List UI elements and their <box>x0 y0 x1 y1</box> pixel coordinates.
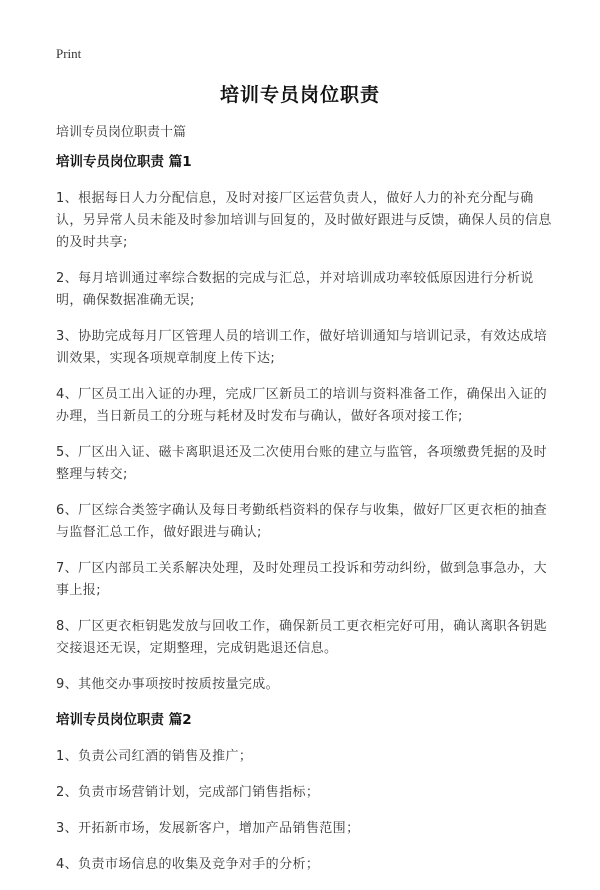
paragraph: 4、厂区员工出入证的办理，完成厂区新员工的培训与资料准备工作，确保出入证的办理，当日新员工的分班与耗材及时发布与确认，做好各项对接工作; <box>56 387 548 424</box>
paragraph: 8、厂区更衣柜钥匙发放与回收工作，确保新员工更衣柜完好可用，确认离职各钥匙交接退还无误，定期整理，完成钥匙退还信息。 <box>56 619 548 656</box>
section-heading: 培训专员岗位职责 篇1 <box>56 154 192 170</box>
paragraph: 1、根据每日人力分配信息，及时对接厂区运营负责人，做好人力的补充分配与确认，另异常人员未能及时参加培训与回复的，及时做好跟进与反馈，确保人员的信息的及时共享; <box>56 191 552 250</box>
paragraph: 4、负责市场信息的收集及竞争对手的分析； <box>56 857 320 872</box>
document-body <box>56 148 556 890</box>
paragraph: 5、厂区出入证、磁卡离职退还及二次使用台账的建立与监管，各项缴费凭据的及时整理与转交; <box>56 445 548 482</box>
section-1 <box>56 152 556 696</box>
paragraph: 9、其他交办事项按时按质按量完成。 <box>56 677 280 692</box>
paragraph: 7、厂区内部员工关系解决处理，及时处理员工投诉和劳动纠纷，做到急事急办，大事上报; <box>56 561 548 598</box>
paragraph: 3、开拓新市场，发展新客户，增加产品销售范围； <box>56 821 360 836</box>
paragraph: 3、协助完成每月厂区管理人员的培训工作，做好培训通知与培训记录，有效达成培训效果，实现各项规章制度上传下达; <box>56 329 548 366</box>
document-title: 培训专员岗位职责 <box>219 84 380 106</box>
print-label: Print <box>56 46 82 61</box>
paragraph: 1、负责公司红酒的销售及推广； <box>56 749 253 764</box>
section-2 <box>56 710 556 876</box>
paragraph: 2、每月培训通过率综合数据的完成与汇总，并对培训成功率较低原因进行分析说明，确保数据准确无误; <box>56 271 534 308</box>
paragraph: 2、负责市场营销计划，完成部门销售指标； <box>56 785 320 800</box>
section-heading: 培训专员岗位职责 篇2 <box>56 712 192 728</box>
document-subtitle: 培训专员岗位职责十篇 <box>56 125 187 140</box>
paragraph: 6、厂区综合类签字确认及每日考勤纸档资料的保存与收集，做好厂区更衣柜的抽查与监督汇总工作，做好跟进与确认; <box>56 503 548 540</box>
